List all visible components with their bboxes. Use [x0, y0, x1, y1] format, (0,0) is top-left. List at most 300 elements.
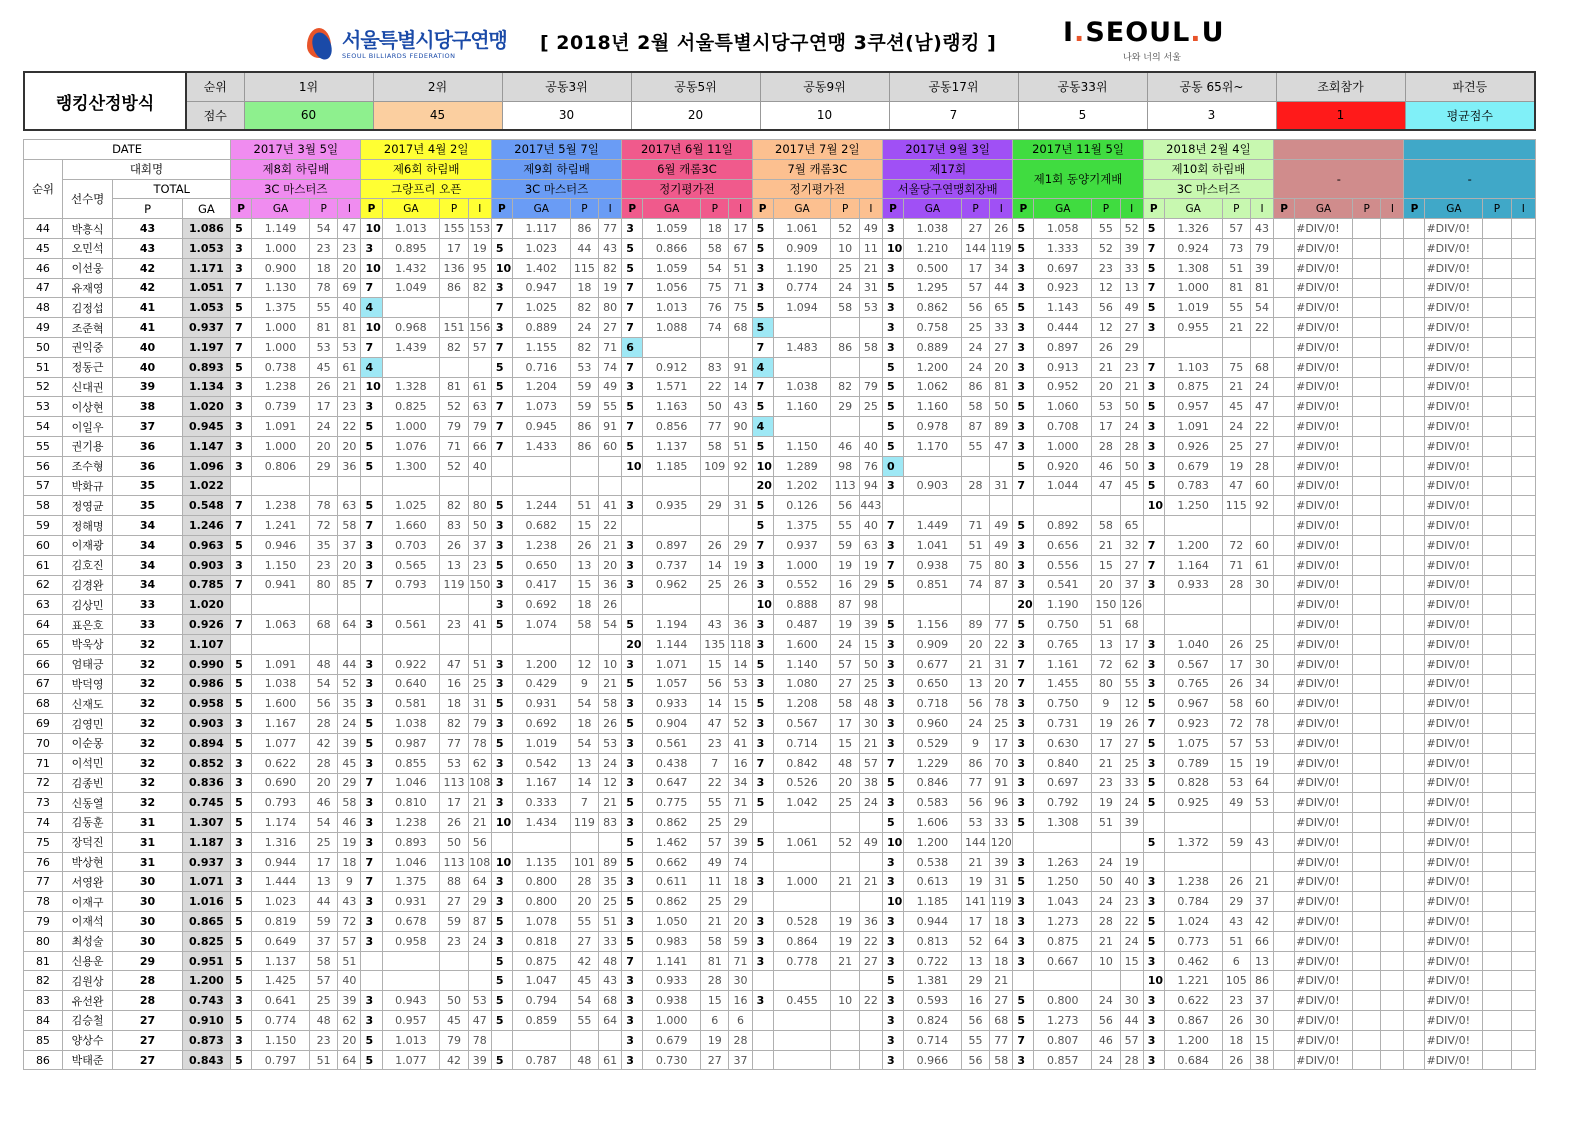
event-innings: 26 — [599, 714, 622, 734]
event-ga — [773, 417, 831, 437]
event-points — [231, 634, 252, 654]
player-rank: 75 — [24, 832, 63, 852]
event-ga: 0.630 — [1034, 733, 1092, 753]
event-points: 5 — [622, 615, 643, 635]
event-score — [1483, 872, 1511, 892]
event-score: 57 — [309, 971, 337, 991]
event-ga: 1.103 — [1164, 357, 1222, 377]
event-points: 5 — [752, 219, 773, 239]
event-score — [1352, 535, 1380, 555]
event-score: 141 — [961, 892, 989, 912]
event-score: 52 — [1092, 238, 1120, 258]
event-ga: 1.328 — [382, 377, 440, 397]
event-ga: 0.937 — [773, 535, 831, 555]
event-score: 113 — [440, 852, 468, 872]
event-score: 74 — [961, 575, 989, 595]
event-points: 7 — [231, 318, 252, 338]
event-ga: 0.867 — [1164, 1011, 1222, 1031]
event-points: 3 — [1013, 892, 1034, 912]
event-innings: 39 — [338, 733, 361, 753]
event-innings: 24 — [468, 931, 491, 951]
event-score: 26 — [1222, 1050, 1250, 1070]
event-score — [1483, 575, 1511, 595]
event-points: 5 — [361, 436, 382, 456]
event-innings: 13 — [1120, 278, 1143, 298]
player-rank: 69 — [24, 714, 63, 734]
event-score: 48 — [309, 654, 337, 674]
event-points — [752, 892, 773, 912]
event-score: 78 — [309, 496, 337, 516]
total-points: 32 — [113, 793, 182, 813]
event-innings: 68 — [990, 1011, 1013, 1031]
event-score: 19 — [701, 1030, 729, 1050]
event-score: 46 — [309, 793, 337, 813]
event-score: 28 — [1092, 912, 1120, 932]
event-score: 52 — [440, 456, 468, 476]
event-points: 10 — [752, 595, 773, 615]
event-score: 80 — [309, 575, 337, 595]
event-innings: 39 — [1250, 258, 1273, 278]
event-ga: 1.025 — [382, 496, 440, 516]
ranking-row — [24, 615, 1536, 635]
event-points: 5 — [1143, 476, 1164, 496]
total-ga: 1.016 — [182, 892, 230, 912]
event-ga: 0.774 — [773, 278, 831, 298]
event-innings — [1511, 595, 1535, 615]
event-innings: 35 — [599, 872, 622, 892]
event-score — [1483, 516, 1511, 536]
event-innings: 21 — [468, 813, 491, 833]
tournament-name: 7월 캐롬3C — [752, 159, 882, 179]
event-points: 3 — [361, 991, 382, 1011]
event-innings: 74 — [729, 852, 752, 872]
ranking-row — [24, 1030, 1536, 1050]
event-points: 3 — [361, 793, 382, 813]
total-ga: 1.147 — [182, 436, 230, 456]
event-ga — [773, 357, 831, 377]
event-innings: 80 — [599, 298, 622, 318]
event-points: 10 — [752, 456, 773, 476]
event-ga: 0.541 — [1034, 575, 1092, 595]
event-points — [1274, 595, 1295, 615]
event-points: 5 — [491, 1011, 512, 1031]
event-ga: 0.889 — [512, 318, 570, 338]
event-ga: 1.143 — [1034, 298, 1092, 318]
event-innings: 29 — [338, 773, 361, 793]
tournament-col-p: P — [1143, 199, 1164, 219]
event-innings: 60 — [599, 436, 622, 456]
event-score: 15 — [701, 654, 729, 674]
event-innings — [1381, 654, 1404, 674]
event-innings: 50 — [468, 516, 491, 536]
event-score: 15 — [701, 991, 729, 1011]
event-ga: 1.308 — [1034, 813, 1092, 833]
event-points: 3 — [491, 278, 512, 298]
event-score: 46 — [1092, 456, 1120, 476]
event-points — [1274, 674, 1295, 694]
event-points: 7 — [752, 753, 773, 773]
event-innings: 42 — [1250, 912, 1273, 932]
tournament-col-p: P — [1483, 199, 1511, 219]
event-ga: 1.061 — [773, 832, 831, 852]
event-points: 7 — [491, 436, 512, 456]
player-name: 김영민 — [62, 714, 112, 734]
rank-rule-rank: 공동33위 — [1018, 72, 1147, 101]
event-score: 29 — [961, 971, 989, 991]
tournament-subname: 그랑프리 오픈 — [361, 179, 491, 199]
player-name: 박흥식 — [62, 219, 112, 239]
event-innings — [859, 852, 882, 872]
event-points: 3 — [231, 417, 252, 437]
event-score — [1352, 318, 1380, 338]
event-points: 5 — [752, 436, 773, 456]
event-score: 12 — [1092, 278, 1120, 298]
event-points: 5 — [491, 1050, 512, 1070]
event-score: 17 — [1092, 417, 1120, 437]
tournament-col-ga: GA — [904, 199, 962, 219]
event-ga: 0.773 — [1164, 931, 1222, 951]
player-name: 김호진 — [62, 555, 112, 575]
event-ga-error: #DIV/0! — [1425, 318, 1483, 338]
event-points: 3 — [882, 337, 903, 357]
event-ga: 1.174 — [252, 813, 310, 833]
event-innings: 43 — [1250, 219, 1273, 239]
event-points: 3 — [622, 753, 643, 773]
total-ga: 0.986 — [182, 674, 230, 694]
event-points: 4 — [361, 298, 382, 318]
event-innings — [859, 1011, 882, 1031]
event-innings: 85 — [338, 575, 361, 595]
event-points: 4 — [361, 357, 382, 377]
event-score: 20 — [1092, 575, 1120, 595]
event-score: 24 — [961, 714, 989, 734]
event-score: 58 — [570, 615, 598, 635]
event-ga-error: #DIV/0! — [1425, 555, 1483, 575]
event-innings — [1511, 496, 1535, 516]
event-innings: 33 — [599, 931, 622, 951]
tournament-subname: 3C 마스터즈 — [1143, 179, 1273, 199]
event-ga: 0.945 — [512, 417, 570, 437]
event-score — [1352, 931, 1380, 951]
event-score — [440, 634, 468, 654]
event-score: 45 — [440, 1011, 468, 1031]
event-innings — [1381, 337, 1404, 357]
event-score: 25 — [961, 318, 989, 338]
event-innings — [338, 476, 361, 496]
event-points — [1404, 733, 1425, 753]
event-innings — [1511, 654, 1535, 674]
event-score: 29 — [701, 496, 729, 516]
rank-rule-rank: 공동9위 — [760, 72, 889, 101]
event-score: 21 — [961, 852, 989, 872]
event-score — [831, 1050, 859, 1070]
event-innings: 39 — [729, 832, 752, 852]
event-ga: 1.295 — [904, 278, 962, 298]
event-innings — [1381, 714, 1404, 734]
event-innings: 62 — [468, 753, 491, 773]
ranking-row — [24, 991, 1536, 1011]
event-ga-error: #DIV/0! — [1425, 971, 1483, 991]
event-innings: 126 — [1120, 595, 1143, 615]
event-points — [1404, 813, 1425, 833]
total-points: 38 — [113, 397, 182, 417]
total-ga: 1.071 — [182, 872, 230, 892]
event-ga-error: #DIV/0! — [1295, 535, 1353, 555]
event-innings: 92 — [729, 456, 752, 476]
event-score: 19 — [961, 872, 989, 892]
event-innings: 21 — [990, 971, 1013, 991]
event-points: 5 — [882, 971, 903, 991]
event-ga: 1.137 — [252, 951, 310, 971]
event-ga: 0.813 — [904, 931, 962, 951]
ranking-row — [24, 733, 1536, 753]
event-innings: 14 — [729, 654, 752, 674]
event-score — [1483, 1050, 1511, 1070]
tournament-col-p: P — [1222, 199, 1250, 219]
event-points: 3 — [752, 951, 773, 971]
event-ga: 0.714 — [773, 733, 831, 753]
event-innings: 33 — [990, 318, 1013, 338]
player-rank: 62 — [24, 575, 63, 595]
event-score: 57 — [701, 832, 729, 852]
event-points: 3 — [752, 555, 773, 575]
event-points: 5 — [231, 793, 252, 813]
event-score: 53 — [570, 357, 598, 377]
event-ga — [1034, 496, 1092, 516]
event-ga: 0.797 — [252, 1050, 310, 1070]
event-innings: 81 — [338, 318, 361, 338]
event-score: 25 — [701, 892, 729, 912]
player-name: 신동열 — [62, 793, 112, 813]
event-ga: 0.438 — [643, 753, 701, 773]
event-points: 3 — [1143, 575, 1164, 595]
event-ga-error: #DIV/0! — [1425, 892, 1483, 912]
event-ga-error: #DIV/0! — [1425, 397, 1483, 417]
ranking-row — [24, 813, 1536, 833]
event-innings — [468, 298, 491, 318]
event-innings: 52 — [729, 714, 752, 734]
event-points: 7 — [752, 535, 773, 555]
header-total-label: TOTAL — [113, 179, 231, 199]
event-score: 59 — [570, 377, 598, 397]
event-score: 28 — [701, 971, 729, 991]
event-score: 15 — [1092, 555, 1120, 575]
event-score — [1222, 615, 1250, 635]
event-points: 5 — [231, 1011, 252, 1031]
event-points: 7 — [622, 357, 643, 377]
event-score: 59 — [570, 397, 598, 417]
event-score: 115 — [1222, 496, 1250, 516]
event-ga: 1.273 — [1034, 912, 1092, 932]
event-points: 7 — [361, 872, 382, 892]
event-innings — [1381, 1011, 1404, 1031]
total-points: 41 — [113, 298, 182, 318]
event-ga: 0.923 — [1034, 278, 1092, 298]
event-innings: 51 — [729, 258, 752, 278]
event-ga: 0.913 — [1034, 357, 1092, 377]
event-ga-error: #DIV/0! — [1425, 714, 1483, 734]
event-score: 98 — [831, 456, 859, 476]
event-ga — [773, 1011, 831, 1031]
event-innings: 37 — [468, 535, 491, 555]
total-points: 34 — [113, 555, 182, 575]
event-points: 3 — [1013, 436, 1034, 456]
event-score — [831, 813, 859, 833]
tournament-col-p: P — [1274, 199, 1295, 219]
event-innings: 61 — [338, 357, 361, 377]
event-score: 115 — [570, 258, 598, 278]
event-points: 5 — [231, 535, 252, 555]
event-score — [309, 595, 337, 615]
event-ga: 1.058 — [1034, 219, 1092, 239]
event-innings — [1511, 436, 1535, 456]
event-score: 27 — [831, 674, 859, 694]
event-score: 25 — [309, 991, 337, 1011]
event-innings: 23 — [468, 555, 491, 575]
event-ga-error: #DIV/0! — [1295, 337, 1353, 357]
event-innings: 28 — [1120, 436, 1143, 456]
event-ga — [1034, 832, 1092, 852]
event-points: 3 — [1143, 456, 1164, 476]
event-ga-error: #DIV/0! — [1295, 575, 1353, 595]
tournament-subname: 3C 마스터즈 — [491, 179, 621, 199]
event-score: 71 — [1222, 555, 1250, 575]
event-innings: 23 — [338, 238, 361, 258]
event-score: 50 — [440, 991, 468, 1011]
event-ga: 0.810 — [382, 793, 440, 813]
event-score: 19 — [1222, 456, 1250, 476]
event-ga: 0.862 — [643, 813, 701, 833]
event-points: 5 — [622, 238, 643, 258]
event-ga — [382, 595, 440, 615]
event-innings: 49 — [1120, 298, 1143, 318]
event-innings: 29 — [729, 813, 752, 833]
total-points: 40 — [113, 337, 182, 357]
event-score: 13 — [440, 555, 468, 575]
event-points: 5 — [491, 615, 512, 635]
event-innings — [729, 476, 752, 496]
event-ga-error: #DIV/0! — [1295, 377, 1353, 397]
event-score: 75 — [1222, 357, 1250, 377]
event-ga-error: #DIV/0! — [1425, 417, 1483, 437]
header-date-label: DATE — [24, 140, 231, 160]
event-innings: 57 — [859, 753, 882, 773]
ranking-row — [24, 397, 1536, 417]
event-score: 6 — [701, 1011, 729, 1031]
total-points: 32 — [113, 733, 182, 753]
rank-rule-table — [23, 71, 1536, 131]
event-innings: 21 — [859, 258, 882, 278]
event-points: 3 — [882, 258, 903, 278]
event-points: 5 — [231, 674, 252, 694]
event-ga-error: #DIV/0! — [1295, 318, 1353, 338]
event-innings — [859, 357, 882, 377]
event-points — [1274, 555, 1295, 575]
event-innings: 18 — [990, 951, 1013, 971]
event-points — [1404, 219, 1425, 239]
event-innings: 21 — [599, 793, 622, 813]
event-ga-error: #DIV/0! — [1425, 753, 1483, 773]
event-ga-error: #DIV/0! — [1425, 298, 1483, 318]
event-innings: 41 — [468, 615, 491, 635]
event-score: 135 — [701, 634, 729, 654]
event-innings: 71 — [729, 951, 752, 971]
event-innings: 55 — [599, 397, 622, 417]
event-ga — [773, 318, 831, 338]
event-ga-error: #DIV/0! — [1425, 377, 1483, 397]
event-score: 19 — [1092, 793, 1120, 813]
total-ga: 0.843 — [182, 1050, 230, 1070]
event-innings: 37 — [1250, 991, 1273, 1011]
total-points: 32 — [113, 654, 182, 674]
event-points — [1274, 476, 1295, 496]
player-name: 권기용 — [62, 436, 112, 456]
tournament-col-i: I — [599, 199, 622, 219]
event-ga: 0.783 — [1164, 476, 1222, 496]
event-innings — [1381, 516, 1404, 536]
event-points — [1404, 555, 1425, 575]
event-innings — [1381, 813, 1404, 833]
event-ga: 0.611 — [643, 872, 701, 892]
event-innings: 63 — [859, 535, 882, 555]
event-ga: 0.800 — [512, 872, 570, 892]
tournament-col-p: P — [622, 199, 643, 219]
event-points — [1404, 337, 1425, 357]
event-score: 42 — [440, 1050, 468, 1070]
event-score — [1483, 1030, 1511, 1050]
event-points: 7 — [1143, 535, 1164, 555]
event-ga-error: #DIV/0! — [1425, 456, 1483, 476]
header-event-label: 대회명 — [62, 159, 230, 179]
event-innings: 39 — [990, 852, 1013, 872]
event-score — [440, 298, 468, 318]
event-points — [1274, 852, 1295, 872]
event-innings: 153 — [468, 219, 491, 239]
event-innings: 68 — [1250, 357, 1273, 377]
event-score: 51 — [1092, 813, 1120, 833]
event-ga-error: #DIV/0! — [1295, 793, 1353, 813]
event-score: 24 — [961, 357, 989, 377]
total-points: 33 — [113, 615, 182, 635]
event-ga: 0.730 — [643, 1050, 701, 1070]
event-ga: 1.238 — [512, 535, 570, 555]
event-score: 18 — [309, 258, 337, 278]
event-innings: 156 — [468, 318, 491, 338]
event-innings: 44 — [990, 278, 1013, 298]
event-score — [1222, 852, 1250, 872]
event-score: 144 — [961, 238, 989, 258]
event-score: 23 — [309, 1030, 337, 1050]
event-points: 5 — [752, 516, 773, 536]
event-ga: 1.229 — [904, 753, 962, 773]
event-innings: 25 — [599, 892, 622, 912]
event-points — [1274, 634, 1295, 654]
event-points — [1404, 793, 1425, 813]
event-points — [1274, 971, 1295, 991]
event-innings — [859, 1050, 882, 1070]
event-score — [1352, 595, 1380, 615]
event-innings — [1120, 832, 1143, 852]
event-score — [701, 476, 729, 496]
event-score: 18 — [701, 219, 729, 239]
event-score — [1483, 1011, 1511, 1031]
event-points — [491, 476, 512, 496]
event-score — [1483, 238, 1511, 258]
event-ga: 0.739 — [252, 397, 310, 417]
event-ga: 0.893 — [382, 832, 440, 852]
tournament-col-ga: GA — [773, 199, 831, 219]
event-innings — [1381, 535, 1404, 555]
